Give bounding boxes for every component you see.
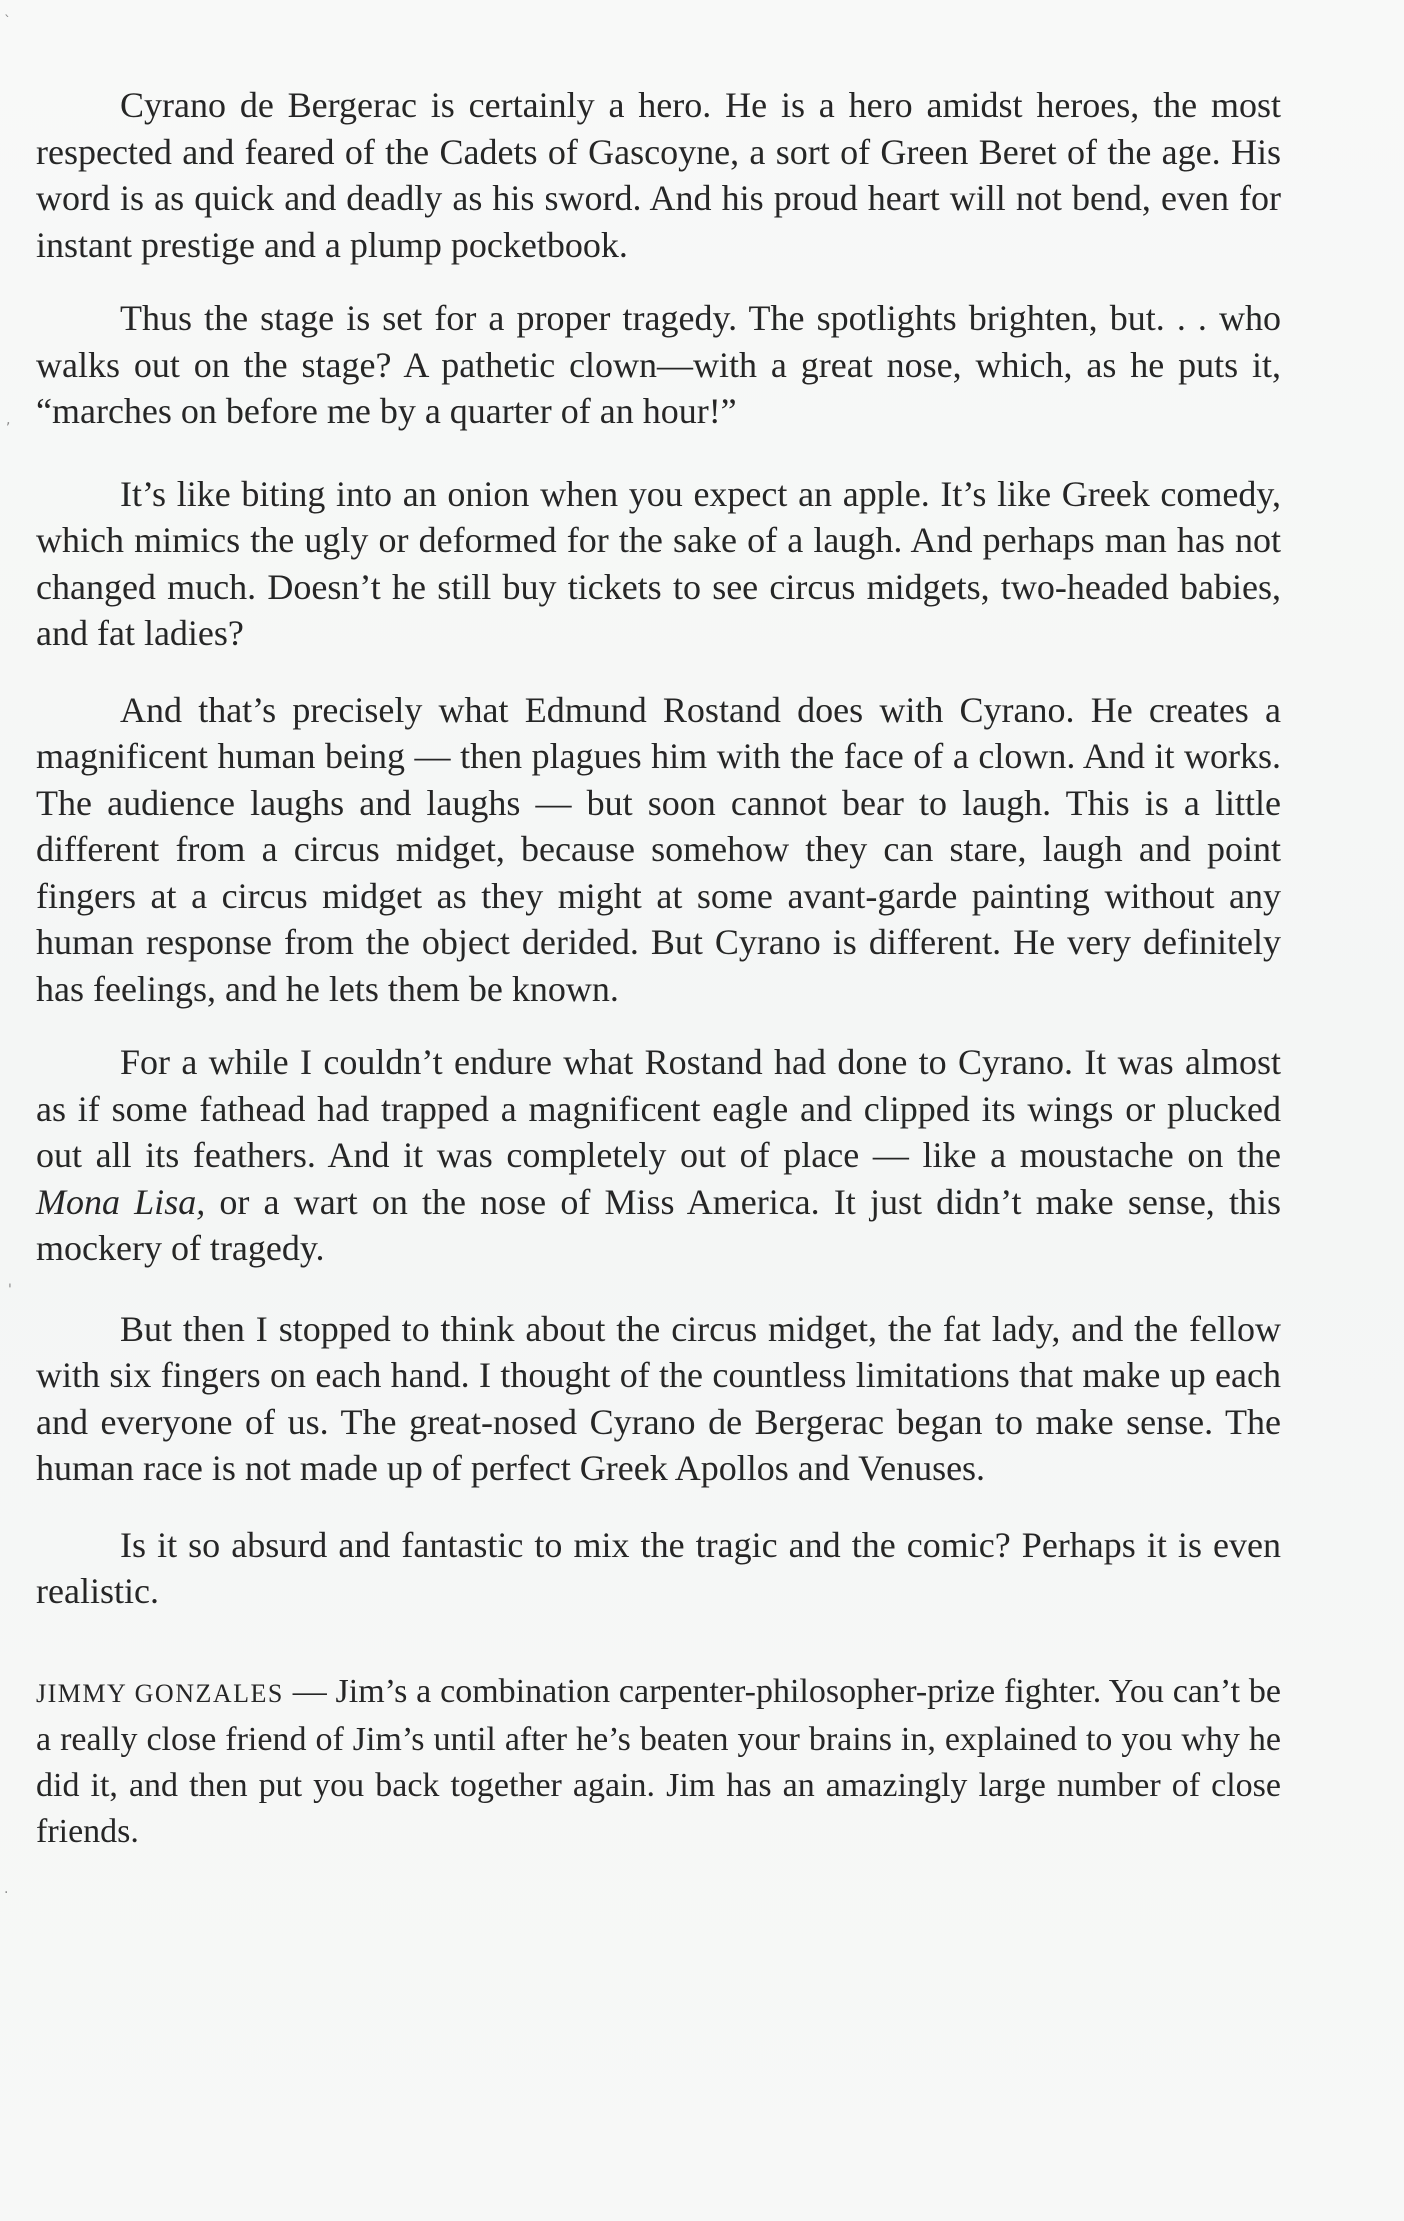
essay-paragraph: And that’s precisely what Edmund Rostand does with Cyrano. He creates a magnificent human being — then plagues him with the face of a clown. And it works. The audience laughs and laughs — but soon cannot bear to laugh. This is a little different from a circus midget, because somehow they can stare, laugh and point fingers at a circus midget as they might at some avant-garde painting without any human response from the object derided. But Cyrano is different. He very definitely has feelings, and he lets them be known. [36, 689, 1281, 1009]
author-name: JIMMY GONZALES [36, 1678, 284, 1708]
author-bio [36, 1669, 1281, 1855]
paragraph-text: For a while I couldn’t endure what Rostand had done to Cyrano. It was almost as if some fathead had trapped a magnificent eagle and clipped its wings or plucked out all its feathers. And it was completely out of place — like a moustache on the [36, 1042, 1281, 1175]
bio-text: Jim’s a combination carpenter-philosopher-prize fighter. You can’t be a really close friend of Jim’s until after he’s beaten your brains in, explained to you why he did it, and then put you back together again. Jim has an amazingly large number of close friends. [36, 1672, 1282, 1850]
scan-speck: ' [8, 1282, 12, 1298]
scan-speck: ` [4, 14, 11, 30]
bio-separator: — [283, 1672, 336, 1710]
artwork-title: Mona Lisa, [36, 1181, 206, 1222]
essay-paragraph [36, 1039, 1281, 1272]
essay-paragraph: But then I stopped to think about the circus midget, the fat lady, and the fellow with six fingers on each hand. I thought of the countless limitations that make up each and everyone of us. The great-nosed Cyrano de Bergerac began to make sense. The human race is not made up of perfect Greek Apollos and Venuses. [36, 1308, 1281, 1488]
essay-paragraph: It’s like biting into an onion when you expect an apple. It’s like Greek comedy, which mimics the ugly or deformed for the sake of a laugh. And perhaps man has not changed much. Doesn’t he still buy tickets to see circus midgets, two-headed babies, and fat ladies? [36, 473, 1281, 653]
essay-body [36, 82, 1281, 1855]
essay-paragraph: Is it so absurd and fantastic to mix the tragic and the comic? Perhaps it is even realistic. [36, 1524, 1281, 1611]
essay-paragraph: Thus the stage is set for a proper tragedy. The spotlights brighten, but. . . who walks out on the stage? A pathetic clown—with a great nose, which, as he puts it, “marches on before me by a quarter of an hour!” [36, 298, 1281, 431]
scan-speck: · [4, 1885, 9, 1901]
essay-paragraph: Cyrano de Bergerac is certainly a hero. He is a hero amidst heroes, the most respected and feared of the Cadets of Gascoyne, a sort of Green Beret of the age. His word is as quick and deadly as his sword. And his proud heart will not bend, even for instant prestige and a plump pocketbook. [36, 85, 1281, 265]
scan-speck: , [6, 412, 11, 428]
paragraph-text: or a wart on the nose of Miss America. It just didn’t make sense, this mockery of tragedy. [36, 1181, 1281, 1268]
